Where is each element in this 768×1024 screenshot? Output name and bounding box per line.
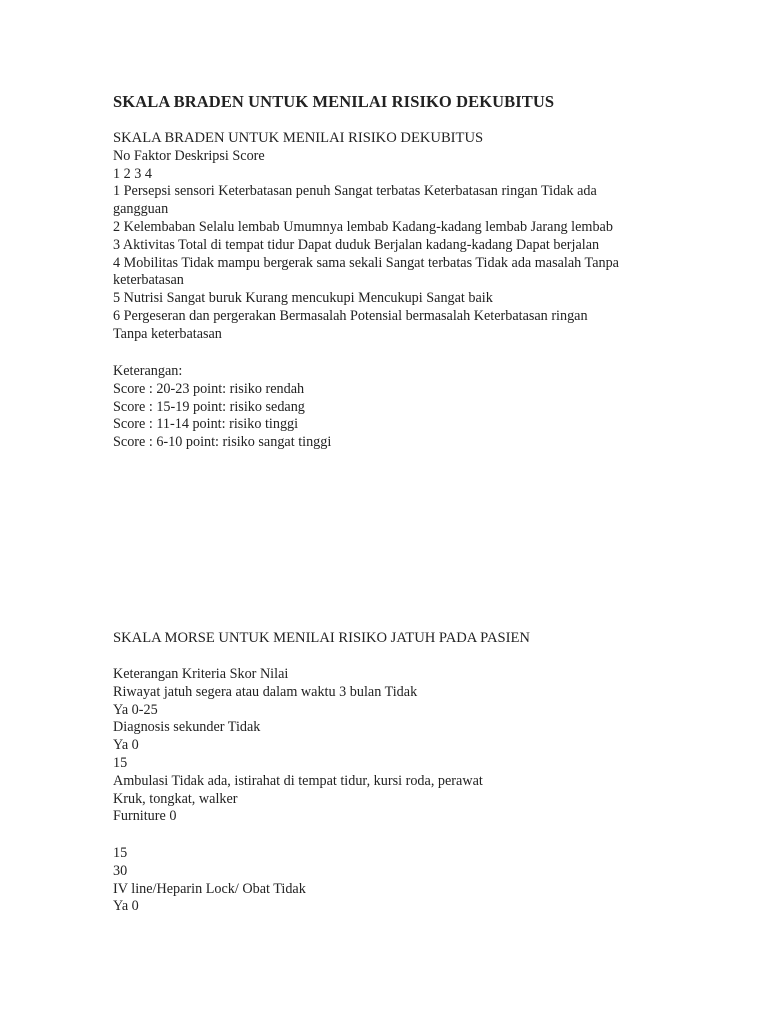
morse-line: Ya 0 [113, 737, 139, 754]
morse-line: Diagnosis sekunder Tidak [113, 719, 261, 736]
morse-line: 15 [113, 754, 128, 771]
braden-score-numbers: 1 2 3 4 [113, 165, 153, 182]
morse-line: Ambulasi Tidak ada, istirahat di tempat tidur, kursi roda, perawat [113, 772, 483, 789]
braden-row: 2 Kelembaban Selalu lembab Umumnya lembab Kadang-kadang lembab Jarang lembab [113, 218, 613, 235]
morse-line: IV line/Heparin Lock/ Obat Tidak [113, 880, 306, 897]
braden-header-row: No Faktor Deskripsi Score [113, 147, 265, 164]
morse-line: Kruk, tongkat, walker [113, 790, 238, 807]
note-line: Score : 11-14 point: risiko tinggi [113, 416, 299, 433]
morse-line: Ya 0 [113, 898, 139, 915]
braden-row: 1 Persepsi sensori Keterbatasan penuh Sangat terbatas Keterbatasan ringan Tidak ada [113, 183, 597, 200]
braden-row: 4 Mobilitas Tidak mampu bergerak sama sekali Sangat terbatas Tidak ada masalah Tanpa [113, 254, 619, 271]
morse-line: Riwayat jatuh segera atau dalam waktu 3 bulan Tidak [113, 683, 418, 700]
morse-line: 15 [113, 845, 128, 861]
morse-line: Keterangan Kriteria Skor Nilai [113, 666, 289, 682]
morse-section [113, 666, 673, 826]
morse-section-continued [113, 845, 673, 916]
braden-row: 6 Pergeseran dan pergerakan Bermasalah Potensial bermasalah Keterbatasan ringan [113, 307, 588, 324]
document-title: SKALA BRADEN UNTUK MENILAI RISIKO DEKUBITUS [113, 92, 555, 111]
note-line: Score : 20-23 point: risiko rendah [113, 380, 305, 397]
note-line: Score : 6-10 point: risiko sangat tinggi [113, 434, 332, 451]
morse-heading-block [113, 630, 673, 648]
braden-row: keterbatasan [113, 272, 184, 289]
morse-heading: SKALA MORSE UNTUK MENILAI RISIKO JATUH PADA PASIEN [113, 630, 530, 646]
braden-row: 5 Nutrisi Sangat buruk Kurang mencukupi Mencukupi Sangat baik [113, 290, 493, 307]
morse-line: Furniture 0 [113, 808, 177, 825]
morse-line: Ya 0-25 [113, 701, 158, 718]
notes-label: Keterangan: [113, 363, 183, 379]
braden-row: 3 Aktivitas Total di tempat tidur Dapat duduk Berjalan kadang-kadang Dapat berjalan [113, 236, 600, 253]
braden-notes [113, 363, 673, 452]
braden-row: gangguan [113, 201, 169, 218]
braden-row: Tanpa keterbatasan [113, 325, 222, 342]
note-line: Score : 15-19 point: risiko sedang [113, 398, 305, 415]
braden-section [113, 130, 673, 344]
morse-line: 30 [113, 862, 128, 879]
braden-heading: SKALA BRADEN UNTUK MENILAI RISIKO DEKUBITUS [113, 130, 484, 146]
